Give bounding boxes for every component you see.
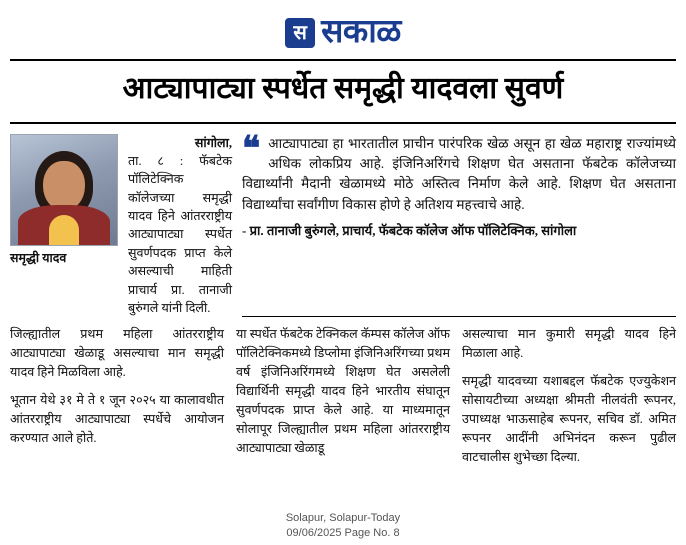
- masthead: [10, 0, 676, 55]
- paragraph: समृद्धी यादवच्या यशाबद्दल फॅबटेक एज्युकेशन सोसायटीच्या अध्यक्षा श्रीमती नीलवंती रूपनर, उपाध्यक्ष भाऊसाहेब रूपनर, सचिव डॉ. अमित रूपनर आदींनी अभिनंदन करून पुढील वाटचालीस शुभेच्छा दिल्या.: [462, 374, 676, 464]
- lead-column: [128, 134, 232, 318]
- sakal-logo-icon: [285, 18, 315, 48]
- paragraph: भूतान येथे ३१ मे ते १ जून २०२५ या कालावधीत आंतरराष्ट्रीय आट्यापाट्या स्पर्धेचे आयोजन करण्यात आले होते.: [10, 393, 224, 445]
- column-two: [236, 325, 450, 475]
- dateline-city: सांगोला,: [194, 135, 232, 150]
- photo-column: [10, 134, 118, 318]
- brand-name: सकाळ: [321, 14, 401, 50]
- paragraph: जिल्ह्यातील प्रथम महिला आंतरराष्ट्रीय आट्यापाट्या खेळाडू असल्याचा मान समृद्धी यादव हिने मिळविला आहे.: [10, 327, 224, 380]
- date-page-label: 09/06/2025 Page No. 8: [286, 527, 400, 540]
- page-title: आट्यापाट्या स्पर्धेत समृद्धी यादवला सुवर्ण: [122, 72, 564, 105]
- source-label: Solapur, Solapur-Today: [285, 512, 401, 525]
- paragraph: असल्याचा मान कुमारी समृद्धी यादव हिने मिळाला आहे.: [462, 327, 676, 361]
- column-one: [10, 325, 224, 475]
- photo-caption: समृद्धी यादव: [10, 250, 67, 265]
- quote-mark-icon: ❝: [242, 130, 261, 168]
- paragraph: या स्पर्धेत फॅबटेक टेक्निकल कॅम्पस कॉलेज ऑफ पॉलिटेक्निकमध्ये डिप्लोमा इंजिनिअरिंगच्या प्रथम वर्ष इंजिनिअरिंगमध्ये शिक्षण घेत असलेली विद्यार्थिनी समृद्धी यादव हिने भारतीय संघातून सुवर्णपदक प्राप्त केले आहे. या माध्यमातून सोलापूर जिल्ह्यातील प्रथम महिला आंतरराष्ट्रीय आट्यापाट्या खेळाडू: [236, 327, 450, 455]
- sakal-logo-glyph: स: [293, 21, 307, 44]
- article-upper-region: [10, 124, 676, 318]
- portrait-face: [43, 161, 85, 211]
- article-lower-region: [10, 317, 676, 475]
- pull-quote-text: आट्यापाट्या हा भारतातील प्राचीन पारंपरिक खेळ असून हा खेळ महाराष्ट्र राज्यांमध्ये अधिक लोकप्रिय आहे. इंजिनिअरिंगचे शिक्षण घेत असताना फॅबटेक कॉलेजच्या विद्यार्थ्यांनी मैदानी खेळामध्ये मोठे अस्तित्व निर्माण केले आहे. शिक्षण घेत असताना विद्यार्थ्यांचा सर्वांगीण विकास होणे हे अतिशय महत्त्वाचे आहे.: [242, 135, 676, 212]
- pull-quote: [242, 130, 676, 318]
- column-three: [462, 325, 676, 475]
- portrait-photo: [10, 134, 118, 246]
- lead-paragraph: ता. ८ : फॅबटेक पॉलिटेक्निक कॉलेजच्या समृद्धी यादव हिने आंतरराष्ट्रीय आट्यापाट्या स्पर्धेत सुवर्णपदक प्राप्त केले असल्याची माहिती प्राचार्य प्रा. तानाजी बुरुंगले यांनी दिली.: [128, 153, 232, 315]
- pull-quote-attribution: - प्रा. तानाजी बुरुंगले, प्राचार्य, फॅबटेक कॉलेज ऑफ पॉलिटेक्निक, सांगोला: [242, 223, 577, 239]
- portrait-scarf: [49, 215, 79, 245]
- clipping-footer: [0, 511, 686, 541]
